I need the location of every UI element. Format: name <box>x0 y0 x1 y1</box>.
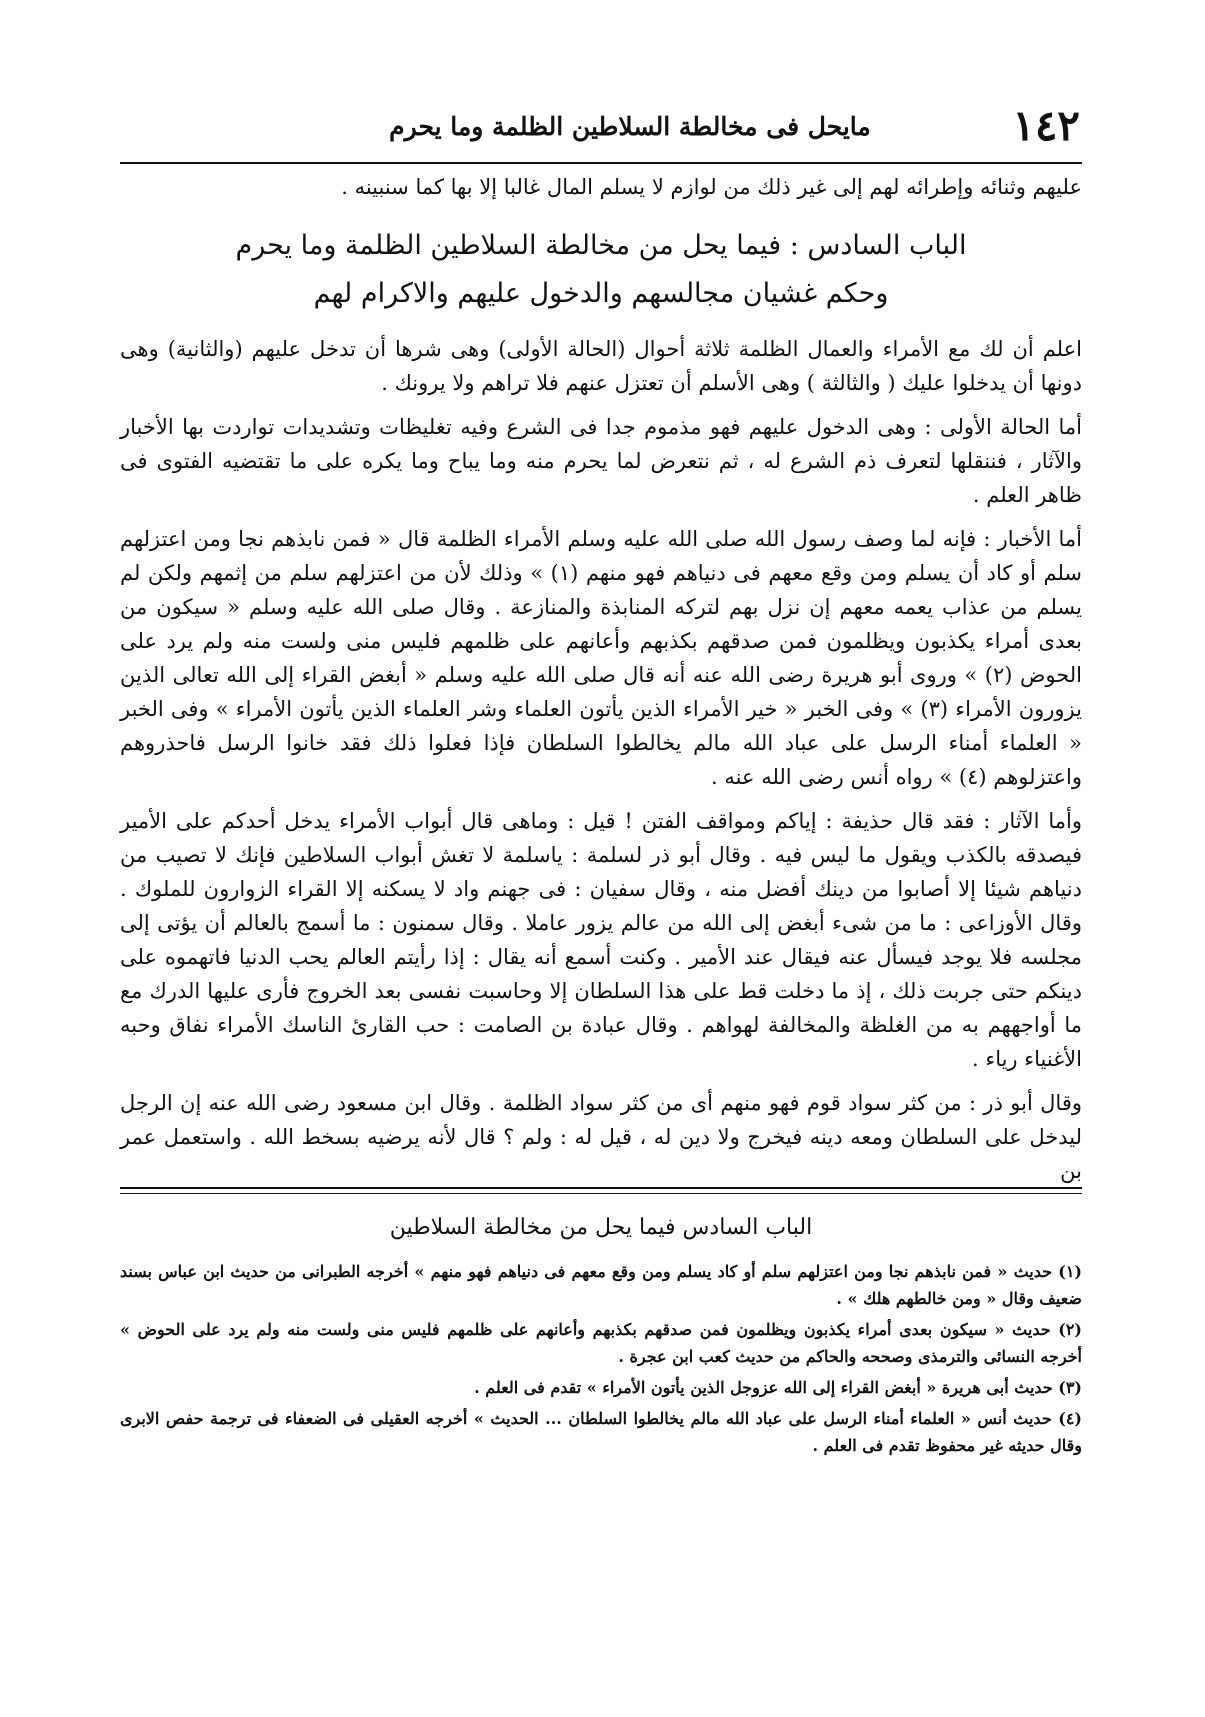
chapter-title-line2: وحكم غشيان مجالسهم والدخول عليهم والاكرام لهم <box>313 278 889 309</box>
footnote-1: (١) حديث « فمن نابذهم نجا ومن اعتزلهم سلم أو كاد يسلم ومن وقع معهم فى دنياهم فهو منهم » أخرجه الطبرانى من حديث ابن عباس بسند ضعيف وقال « ومن خالطهم هلك » . <box>120 1262 1082 1308</box>
main-text <box>120 170 1082 1198</box>
footnote-3: (٣) حديث أبى هريرة « أبغض القراء إلى الله عزوجل الذين يأتون الأمراء » تقدم فى العلم . <box>474 1378 1082 1397</box>
footnote-2: (٢) حديث « سيكون بعدى أمراء يكذبون ويظلمون فمن صدقهم بكذبهم وأعانهم على ظلمهم فليس منى ولست منه ولم يرد على الحوض » أخرجه النسائى والترمذى وصححه والحاكم من حديث كعب ابن عجرة . <box>120 1320 1082 1366</box>
header-rule <box>120 162 1082 164</box>
running-title: مايحل فى مخالطة السلاطين الظلمة وما يحرم <box>389 112 871 141</box>
chapter-title-line1: الباب السادس : فيما يحل من مخالطة السلاطين الظلمة وما يحرم <box>235 230 967 261</box>
paragraph-first-state: أما الحالة الأولى : وهى الدخول عليهم فهو مذموم جدا فى الشرع وفيه تغليظات وتشديدات تواردت بها الأخبار والآثار ، فننقلها لتعرف ذم الشرع له ، ثم نتعرض لما يحرم منه وما يباح وما يكره على ما تقتضيه الفتوى فى ظاهر العلم . <box>120 415 1082 507</box>
paragraph-abu-dharr: وقال أبو ذر : من كثر سواد قوم فهو منهم أى من كثر سواد الظلمة . وقال ابن مسعود رضى الله عنه إن الرجل ليدخل على السلطان ومعه دينه فيخرج ولا دين له ، قيل له : ولم ؟ قال لأنه يرضيه بسخط الله . واستعمل عمر بن <box>120 1091 1083 1183</box>
footnote-rule-thin <box>120 1193 1082 1194</box>
paragraph-intro: اعلم أن لك مع الأمراء والعمال الظلمة ثلاثة أحوال (الحالة الأولى) وهى شرها أن تدخل عليهم (والثانية) وهى دونها أن يدخلوا عليك ( والثالثة ) وهى الأسلم أن تعتزل عنهم فلا تراهم ولا يرونك . <box>120 337 1082 395</box>
paragraph-athar: وأما الآثار : فقد قال حذيفة : إياكم ومواقف الفتن ! قيل : وماهى قال أبواب الأمراء يدخل أحدكم على الأمير فيصدقه بالكذب ويقول ما ليس فيه . وقال أبو ذر لسلمة : ياسلمة لا تغش أبواب السلاطين فإنك لا تصيب من دنياهم شيئا إلا أصابوا من دينك أفضل منه ، وقال سفيان : فى جهنم واد لا يسكنه إلا القراء الزوارون للملوك . وقال الأوزاعى : ما من شىء أبغض إلى الله من عالم يزور عاملا . وقال سمنون : ما أسمج بالعالم أن يؤتى إلى مجلسه فلا يوجد فيسأل عنه فيقال عند الأمير . وكنت أسمع أنه يقال : إذا رأيتم العالم يحب الدنيا فاتهموه على دينكم حتى جربت ذلك ، إذ ما دخلت قط على هذا السلطان إلا وحاسبت نفسى بعد الخروج فأرى عليها الدرك مع ما أواجههم به من الغلظة والمخالفة لهواهم . وقال عبادة بن الصامت : حب القارئ الناسك الأمراء نفاق وحبه الأغنياء رياء . <box>120 809 1082 1071</box>
chapter-title <box>120 222 1082 318</box>
opening-line: عليهم وثنائه وإطرائه لهم إلى غير ذلك من لوازم لا يسلم المال غالبا إلا بها كما سنبينه . <box>341 175 1082 199</box>
footnote-rule <box>120 1187 1082 1189</box>
page-number: ١٤٢ <box>1012 101 1080 150</box>
page-header <box>120 96 1080 160</box>
paragraph-akhbar: أما الأخبار : فإنه لما وصف رسول الله صلى الله عليه وسلم الأمراء الظلمة قال « فمن نابذهم نجا ومن اعتزلهم سلم أو كاد أن يسلم ومن وقع معهم فى دنياهم فهو منهم (١) » وذلك لأن من اعتزلهم سلم من إثمهم ولكن لم يسلم من عذاب يعمه معهم إن نزل بهم لتركه المنابذة والمنازعة . وقال صلى الله عليه وسلم « سيكون من بعدى أمراء يكذبون ويظلمون فمن صدقهم بكذبهم وأعانهم على ظلمهم فليس منى ولست منه ولم يرد على الحوض (٢) » وروى أبو هريرة رضى الله عنه أنه قال صلى الله عليه وسلم « أبغض القراء إلى الله تعالى الذين يزورون الأمراء (٣) » وفى الخبر « خير الأمراء الذين يأتون العلماء وشر العلماء الذين يأتون الأمراء » وفى الخبر « العلماء أمناء الرسل على عباد الله مالم يخالطوا السلطان فإذا فعلوا ذلك فقد خانوا الرسل فاحذروهم واعتزلوهم (٤) » رواه أنس رضى الله عنه . <box>120 527 1082 789</box>
footnote-4: (٤) حديث أنس « العلماء أمناء الرسل على عباد الله مالم يخالطوا السلطان ... الحديث » أخرجه العقيلى فى الضعفاء فى ترجمة حفص الابرى وقال حديثه غير محفوظ تقدم فى العلم . <box>120 1409 1082 1455</box>
footnote-heading: الباب السادس فيما يحل من مخالطة السلاطين <box>389 1215 813 1240</box>
footnotes <box>120 1258 1082 1463</box>
